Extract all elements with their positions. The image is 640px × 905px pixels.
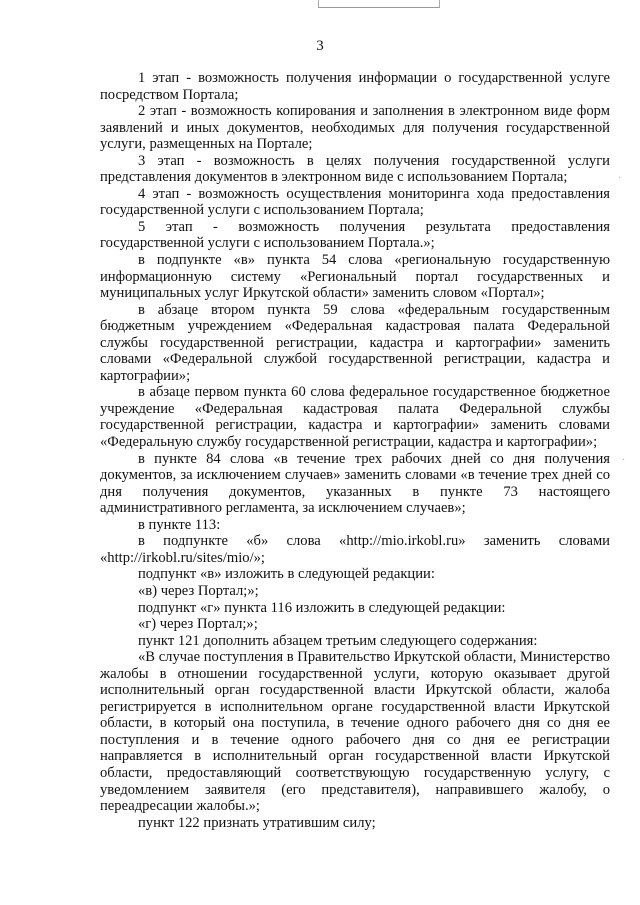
margin-mark: ·: [622, 455, 626, 466]
paragraph: «В случае поступления в Правительство Иркутской области, Министерство жалобы в отношении государственной услуги, которую оказывает другой исполнительный орган государственной власти Иркутской области, жалоба регистрируется в исполнительном органе государственной власти Иркутской области, в который она поступила, в течение одного рабочего дня со дня ее поступления и в течение одного рабочего дня со дня ее регистрации направляется в исполнительный орган государственной власти Иркутской области, предоставляющий соответствующую государственную услугу, с уведомлением заявителя (его представителя), направившего жалобу, о переадресации жалобы.»;: [100, 649, 610, 815]
paragraph: в пункте 84 слова «в течение трех рабочих дней со дня получения документов, за исключением случаев» заменить словами «в течение трех дней со дня получения документов, указанных в пункте 73 настоящего административного регламента, за исключением случаев»;: [100, 450, 610, 517]
paragraph: подпункт «в» изложить в следующей редакции:: [138, 566, 435, 583]
paragraph: в подпункте «в» пункта 54 слова «региональную государственную информационную систему «Региональный портал государственных и муниципальных услуг Иркутской области» заменить словом «Портал»;: [100, 252, 610, 302]
paragraph: 3 этап - возможность в целях получения государственной услуги представления документов в электронном виде с использованием Портала;: [100, 152, 610, 186]
paragraph: в пункте 113:: [138, 516, 221, 533]
paragraph: 4 этап - возможность осуществления мониторинга хода предоставления государственной услуги с использованием Портала;: [100, 185, 610, 219]
paragraph: пункт 121 дополнить абзацем третьим следующего содержания:: [138, 632, 538, 649]
paragraph: 5 этап - возможность получения результата предоставления государственной услуги с использованием Портала.»;: [100, 218, 610, 252]
paragraph: 2 этап - возможность копирования и заполнения в электронном виде форм заявлений и иных документов, необходимых для получения государственной услуги, размещенных на Портале;: [100, 103, 610, 153]
margin-mark: ·: [618, 173, 622, 184]
paragraph: в подпункте «б» слова «http://mio.irkobl.ru» заменить словами «http://irkobl.ru/sites/mio/»;: [100, 533, 610, 566]
paragraph: 1 этап - возможность получения информации о государственной услуге посредством Портала;: [100, 70, 610, 103]
document-body: [100, 70, 610, 831]
scan-artifact: [318, 0, 440, 8]
paragraph: «в) через Портал;»;: [138, 582, 259, 599]
paragraph: подпункт «г» пункта 116 изложить в следующей редакции:: [138, 599, 506, 616]
paragraph: в абзаце первом пункта 60 слова федеральное государственное бюджетное учреждение «Федеральная кадастровая палата Федеральной службы государственной регистрации, кадастра и картографии» заменить словами «Федеральную службу государственной регистрации, кадастра и картографии»;: [100, 384, 610, 451]
paragraph: пункт 122 признать утратившим силу;: [138, 814, 376, 831]
paragraph: «г) через Портал;»;: [138, 616, 258, 633]
page-number: 3: [316, 38, 324, 54]
paragraph: в абзаце втором пункта 59 слова «федеральным государственным бюджетным учреждением «Федеральная кадастровая палата Федеральной службы государственной регистрации, кадастра и картографии» заменить словами «Федеральной службой государственной регистрации, кадастра и картографии»;: [100, 301, 610, 384]
